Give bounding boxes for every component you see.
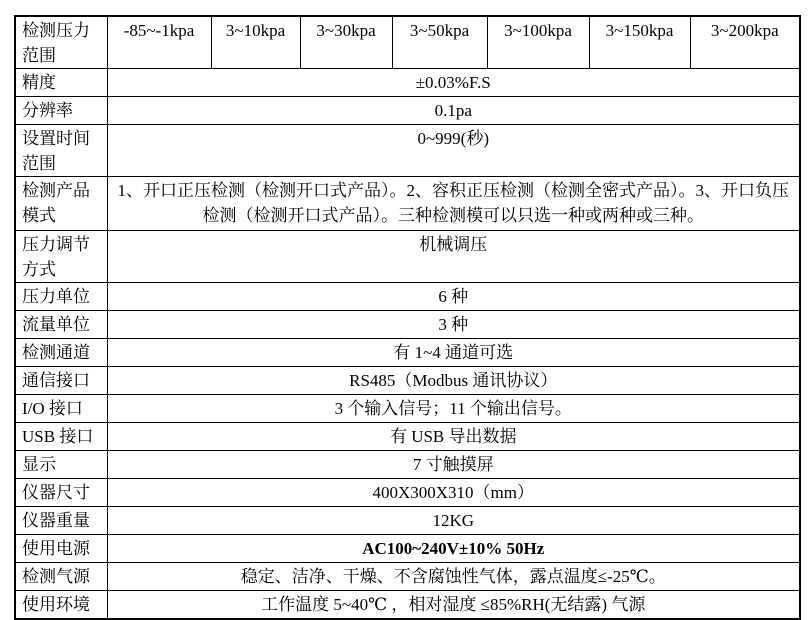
row-label: 分辨率 [15, 97, 107, 125]
row-label: 检测气源 [15, 563, 107, 591]
row-label: 检测通道 [15, 339, 107, 367]
row-label: 仪器重量 [15, 507, 107, 535]
row-value: AC100~240V±10% 50Hz [107, 535, 800, 563]
pressure-range-cell: 3~30kpa [300, 16, 392, 69]
row-label: 压力单位 [15, 283, 107, 311]
row-label: USB 接口 [15, 423, 107, 451]
row-label: 检测压力范围 [15, 16, 107, 69]
row-value: 工作温度 5~40℃ ，相对湿度 ≤85%RH(无结露) 气源 [107, 591, 800, 620]
table-row [15, 451, 800, 479]
row-value: 3 种 [107, 311, 800, 339]
pressure-range-header-row [15, 16, 800, 69]
table-row [15, 591, 800, 620]
row-value: 有 1~4 通道可选 [107, 339, 800, 367]
table-row [15, 395, 800, 423]
table-row [15, 69, 800, 97]
row-label: 仪器尺寸 [15, 479, 107, 507]
product-spec-table [14, 15, 801, 620]
row-value: 机械调压 [107, 231, 800, 283]
row-value: 400X300X310（mm） [107, 479, 800, 507]
row-label: 精度 [15, 69, 107, 97]
row-value: 3 个输入信号；11 个输出信号。 [107, 395, 800, 423]
pressure-range-cell: 3~200kpa [690, 16, 800, 69]
table-row [15, 311, 800, 339]
table-row [15, 125, 800, 177]
table-row [15, 283, 800, 311]
row-value: 1、开口正压检测（检测开口式产品）。2、容积正压检测（检测全密式产品）。3、开口负压检测（检测开口式产品）。三种检测模可以只选一种或两种或三种。 [107, 177, 800, 231]
row-value: 0~999(秒) [107, 125, 800, 177]
table-row [15, 367, 800, 395]
table-row [15, 97, 800, 125]
pressure-range-cell: 3~100kpa [487, 16, 589, 69]
pressure-range-cell: 3~150kpa [589, 16, 690, 69]
row-label: 压力调节方式 [15, 231, 107, 283]
table-row [15, 563, 800, 591]
row-label: 显示 [15, 451, 107, 479]
row-value: 0.1pa [107, 97, 800, 125]
pressure-range-cell: 3~50kpa [392, 16, 487, 69]
pressure-range-cell: -85~-1kpa [107, 16, 211, 69]
spec-table-body [15, 16, 800, 619]
row-label: 通信接口 [15, 367, 107, 395]
row-value: 7 寸触摸屏 [107, 451, 800, 479]
pressure-range-cell: 3~10kpa [211, 16, 300, 69]
row-label: 使用环境 [15, 591, 107, 620]
row-value: RS485（Modbus 通讯协议） [107, 367, 800, 395]
table-row [15, 231, 800, 283]
row-label: I/O 接口 [15, 395, 107, 423]
row-label: 检测产品模式 [15, 177, 107, 231]
row-value: 有 USB 导出数据 [107, 423, 800, 451]
row-label: 设置时间范围 [15, 125, 107, 177]
table-row [15, 507, 800, 535]
table-row [15, 339, 800, 367]
row-value: ±0.03%F.S [107, 69, 800, 97]
row-label: 使用电源 [15, 535, 107, 563]
row-label: 流量单位 [15, 311, 107, 339]
product-spec-page [0, 15, 812, 620]
table-row [15, 535, 800, 563]
row-value: 6 种 [107, 283, 800, 311]
row-value: 12KG [107, 507, 800, 535]
table-row [15, 423, 800, 451]
table-row [15, 479, 800, 507]
table-row [15, 177, 800, 231]
row-value: 稳定、洁净、干燥、不含腐蚀性气体，露点温度≤-25℃。 [107, 563, 800, 591]
